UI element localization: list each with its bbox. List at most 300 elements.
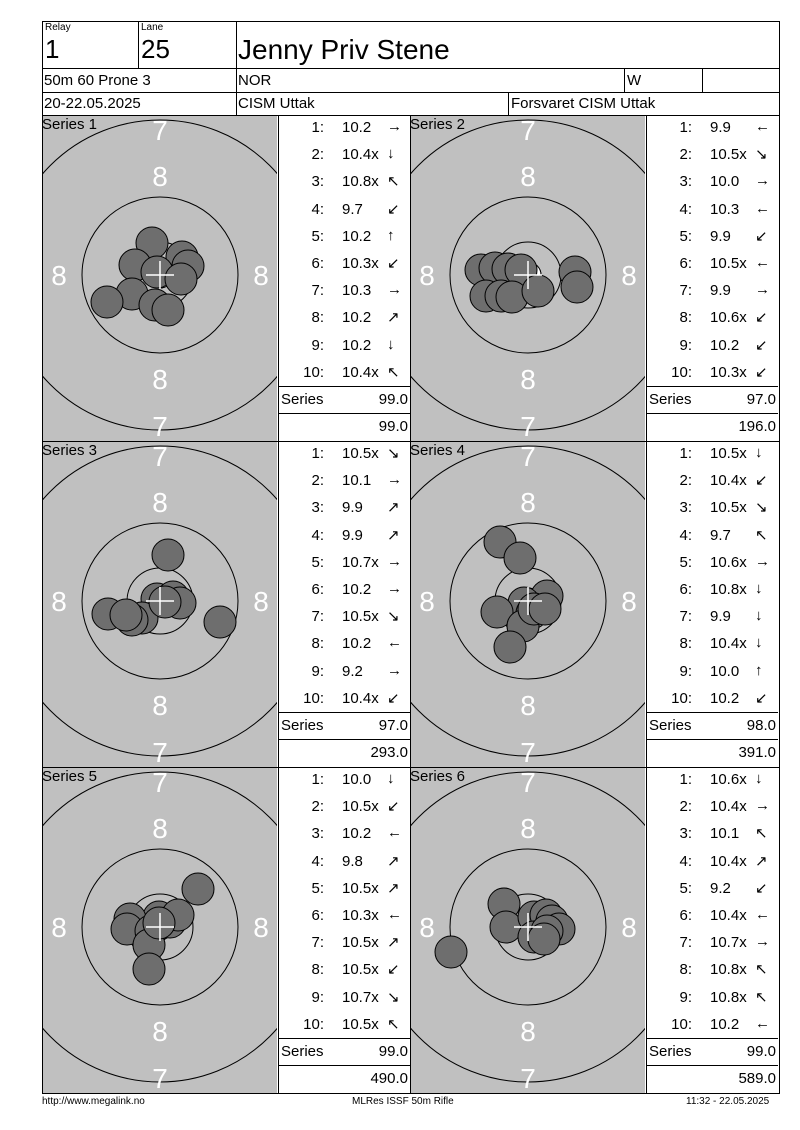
shot-number: 6: xyxy=(311,255,324,272)
shot-number: 1: xyxy=(679,771,692,788)
shot-direction-arrow: ↘ xyxy=(387,988,400,1006)
shot-direction-arrow: ↙ xyxy=(755,336,768,354)
series-total: 99.0 xyxy=(746,1043,776,1060)
shot-impact xyxy=(149,586,181,618)
divider xyxy=(624,68,625,92)
shot-direction-arrow: ↙ xyxy=(755,689,768,707)
shot-impact xyxy=(561,271,593,303)
shot-direction-arrow: ↖ xyxy=(387,363,400,381)
shot-number: 8: xyxy=(311,961,324,979)
series-total: 97.0 xyxy=(746,391,776,408)
shot-impact xyxy=(494,631,526,663)
shot-direction-arrow: ↖ xyxy=(755,988,768,1006)
shot-direction-arrow: ↙ xyxy=(755,879,768,897)
ring-label-8: 8 xyxy=(520,690,536,721)
shot-score: 10.4x xyxy=(710,907,747,924)
shot-impact xyxy=(110,599,142,631)
shot-direction-arrow: ↑ xyxy=(387,226,395,244)
shot-score: 10.6x xyxy=(710,309,747,327)
divider xyxy=(646,115,647,1094)
divider xyxy=(278,1038,410,1039)
shot-impact xyxy=(529,593,561,625)
shot-direction-arrow: ↘ xyxy=(387,445,400,462)
shot-score: 10.5x xyxy=(342,1015,379,1033)
shot-score: 10.3 xyxy=(710,200,740,218)
shot-score: 10.3x xyxy=(342,907,379,924)
shot-number: 5: xyxy=(311,227,324,245)
divider xyxy=(278,386,410,387)
shot-score: 10.2 xyxy=(342,309,372,327)
shot-number: 8: xyxy=(679,309,692,327)
shot-number: 4: xyxy=(679,526,692,544)
shot-number: 2: xyxy=(679,146,692,164)
series-title: Series 1 xyxy=(42,116,98,133)
shot-impact xyxy=(152,294,184,326)
shot-number: 8: xyxy=(679,635,692,653)
shot-number: 4: xyxy=(311,852,324,870)
series-title: Series 6 xyxy=(410,768,466,785)
shot-number: 6: xyxy=(679,907,692,924)
shot-score: 10.7x xyxy=(710,934,747,952)
ring-label-8: 8 xyxy=(621,586,637,617)
shot-direction-arrow: ↑ xyxy=(755,661,763,679)
shot-score: 10.1 xyxy=(710,825,740,843)
shot-impact xyxy=(522,275,554,307)
shot-score: 9.7 xyxy=(710,526,731,544)
shot-score: 9.2 xyxy=(342,662,363,680)
shot-score: 9.9 xyxy=(342,499,363,517)
shot-number: 8: xyxy=(311,635,324,653)
shot-impact xyxy=(152,539,184,571)
shot-direction-arrow: ← xyxy=(755,118,770,135)
shot-direction-arrow: ↙ xyxy=(387,798,400,816)
shot-number: 2: xyxy=(679,472,692,490)
shot-number: 2: xyxy=(311,798,324,816)
ring-label-8: 8 xyxy=(51,586,67,617)
shot-direction-arrow: ↓ xyxy=(755,770,763,787)
shot-direction-arrow: ↙ xyxy=(387,255,400,272)
ring-label-7: 7 xyxy=(520,1063,536,1093)
shot-score: 10.4x xyxy=(342,689,379,707)
series-label: Series xyxy=(281,1043,324,1060)
shot-direction-arrow: → xyxy=(755,797,770,815)
ring-label-8: 8 xyxy=(621,912,637,943)
shot-score: 10.4x xyxy=(710,798,747,816)
shot-score: 10.3 xyxy=(342,282,372,300)
shot-direction-arrow: → xyxy=(387,118,402,135)
shot-direction-arrow: ↗ xyxy=(755,852,768,870)
series-title: Series 3 xyxy=(42,442,98,459)
ring-label-7: 7 xyxy=(152,1063,168,1093)
shot-score: 9.9 xyxy=(710,282,731,300)
ring-label-7: 7 xyxy=(520,768,536,798)
dates: 20-22.05.2025 xyxy=(44,95,141,112)
shot-number: 1: xyxy=(311,445,324,462)
divider xyxy=(278,1065,410,1066)
ring-label-8: 8 xyxy=(621,260,637,291)
target-3 xyxy=(43,442,278,768)
divider xyxy=(278,115,279,1094)
target-face xyxy=(43,768,277,1093)
shot-score: 9.9 xyxy=(710,608,731,626)
shot-number: 4: xyxy=(311,526,324,544)
shot-direction-arrow: ↙ xyxy=(387,961,400,979)
shot-score: 9.9 xyxy=(710,119,731,136)
shot-score: 10.4x xyxy=(342,363,379,381)
shot-direction-arrow: ↗ xyxy=(387,526,400,544)
shot-number: 6: xyxy=(311,907,324,924)
shot-direction-arrow: ↗ xyxy=(387,309,400,327)
target-1 xyxy=(43,116,278,442)
divider xyxy=(138,21,139,68)
shot-number: 9: xyxy=(679,988,692,1006)
shot-number: 2: xyxy=(311,146,324,164)
divider xyxy=(702,68,703,92)
target-2 xyxy=(411,116,646,442)
shot-score: 10.2 xyxy=(342,227,372,245)
shot-direction-arrow: ↗ xyxy=(387,879,400,897)
athlete-name: Jenny Priv Stene xyxy=(238,34,450,65)
shot-number: 10: xyxy=(671,1015,692,1033)
ring-label-8: 8 xyxy=(152,364,168,395)
series-total: 98.0 xyxy=(746,717,776,734)
shot-number: 6: xyxy=(679,255,692,272)
shot-impact xyxy=(435,936,467,968)
shot-direction-arrow: ← xyxy=(755,906,770,923)
shot-score: 9.9 xyxy=(710,227,731,245)
shot-direction-arrow: ↓ xyxy=(387,770,395,787)
shot-score: 10.5x xyxy=(710,255,747,272)
cumulative-total: 196.0 xyxy=(738,418,776,435)
series-label: Series xyxy=(281,717,324,734)
shot-direction-arrow: ← xyxy=(387,824,402,842)
shot-direction-arrow: ↙ xyxy=(755,363,768,381)
target-face xyxy=(411,442,645,767)
nation: NOR xyxy=(238,72,272,89)
series-label: Series xyxy=(649,391,692,408)
divider xyxy=(646,739,778,740)
divider xyxy=(646,712,778,713)
shot-direction-arrow: ↙ xyxy=(755,227,768,245)
shot-number: 2: xyxy=(679,798,692,816)
ring-label-8: 8 xyxy=(51,260,67,291)
shot-score: 9.8 xyxy=(342,852,363,870)
shot-number: 3: xyxy=(311,825,324,843)
shot-impact xyxy=(143,907,175,939)
ring-label-8: 8 xyxy=(152,813,168,844)
shot-number: 1: xyxy=(679,119,692,136)
cumulative-total: 490.0 xyxy=(370,1070,408,1087)
ring-label-8: 8 xyxy=(253,260,269,291)
shot-score: 10.0 xyxy=(710,662,740,680)
divider xyxy=(278,413,410,414)
shot-number: 9: xyxy=(311,662,324,680)
shot-number: 4: xyxy=(311,200,324,218)
ring-label-8: 8 xyxy=(419,260,435,291)
shot-score: 10.7x xyxy=(342,553,379,571)
shot-impact xyxy=(528,923,560,955)
target-4 xyxy=(411,442,646,768)
shot-score: 10.5x xyxy=(710,499,747,517)
ring-label-7: 7 xyxy=(520,442,536,472)
shot-direction-arrow: → xyxy=(755,552,770,570)
ring-label-7: 7 xyxy=(152,768,168,798)
shot-score: 10.5x xyxy=(710,146,747,164)
shot-number: 9: xyxy=(679,336,692,354)
shot-number: 3: xyxy=(679,499,692,517)
shot-direction-arrow: ↙ xyxy=(755,309,768,327)
series-total: 97.0 xyxy=(378,717,408,734)
cumulative-total: 293.0 xyxy=(370,744,408,761)
shot-direction-arrow: ↓ xyxy=(755,634,763,652)
shot-direction-arrow: ↓ xyxy=(755,580,763,597)
shot-direction-arrow: ↘ xyxy=(755,146,768,164)
shot-score: 10.2 xyxy=(342,635,372,653)
shot-score: 10.2 xyxy=(342,825,372,843)
shot-score: 10.5x xyxy=(342,445,379,462)
shot-direction-arrow: ↙ xyxy=(755,472,768,490)
divider xyxy=(646,1038,778,1039)
shot-number: 10: xyxy=(303,689,324,707)
shot-number: 8: xyxy=(311,309,324,327)
shot-score: 10.4x xyxy=(710,852,747,870)
ring-label-8: 8 xyxy=(520,487,536,518)
shot-number: 10: xyxy=(671,363,692,381)
shot-score: 10.6x xyxy=(710,771,747,788)
shot-direction-arrow: ↓ xyxy=(387,335,395,353)
shot-score: 10.4x xyxy=(342,146,379,164)
shot-score: 10.4x xyxy=(710,472,747,490)
shot-score: 10.3x xyxy=(710,363,747,381)
divider xyxy=(42,68,780,69)
shot-direction-arrow: → xyxy=(755,933,770,951)
shot-direction-arrow: → xyxy=(755,172,770,190)
shot-direction-arrow: ↗ xyxy=(387,499,400,517)
ring-label-8: 8 xyxy=(253,586,269,617)
shot-score: 10.5x xyxy=(342,934,379,952)
ring-label-7: 7 xyxy=(152,442,168,472)
ring-label-7: 7 xyxy=(520,116,536,146)
shot-score: 10.8x xyxy=(710,988,747,1006)
shot-number: 5: xyxy=(311,879,324,897)
ring-label-8: 8 xyxy=(51,912,67,943)
shot-number: 9: xyxy=(311,988,324,1006)
shot-direction-arrow: ↗ xyxy=(387,934,400,952)
divider xyxy=(236,21,237,115)
shot-number: 3: xyxy=(311,173,324,191)
ring-label-8: 8 xyxy=(520,364,536,395)
shot-impact xyxy=(504,542,536,574)
ring-label-7: 7 xyxy=(520,411,536,441)
shot-score: 9.2 xyxy=(710,879,731,897)
series-label: Series xyxy=(649,717,692,734)
shot-direction-arrow: ↖ xyxy=(755,526,768,544)
shot-number: 1: xyxy=(311,771,324,788)
shot-score: 9.9 xyxy=(342,526,363,544)
ring-label-8: 8 xyxy=(152,690,168,721)
shot-number: 5: xyxy=(679,879,692,897)
shot-score: 10.0 xyxy=(342,771,372,788)
cumulative-total: 99.0 xyxy=(378,418,408,435)
shot-number: 5: xyxy=(311,553,324,571)
divider xyxy=(278,712,410,713)
shot-number: 4: xyxy=(679,852,692,870)
divider xyxy=(278,739,410,740)
lane-number: 25 xyxy=(141,34,170,64)
series-title: Series 5 xyxy=(42,768,98,785)
ring-label-8: 8 xyxy=(152,1016,168,1047)
shot-number: 6: xyxy=(679,581,692,598)
shot-direction-arrow: → xyxy=(387,661,402,679)
relay-label: Relay xyxy=(45,22,71,33)
ring-label-8: 8 xyxy=(520,813,536,844)
target-6 xyxy=(411,768,646,1094)
ring-label-7: 7 xyxy=(152,411,168,441)
footer-software: MLRes ISSF 50m Rifle xyxy=(352,1096,454,1107)
ring-label-8: 8 xyxy=(152,487,168,518)
shot-number: 7: xyxy=(679,282,692,300)
ring-label-8: 8 xyxy=(152,161,168,192)
shot-number: 5: xyxy=(679,553,692,571)
shot-score: 10.5x xyxy=(342,961,379,979)
club: Forsvaret CISM Uttak xyxy=(511,95,656,112)
shot-number: 7: xyxy=(311,608,324,626)
cumulative-total: 391.0 xyxy=(738,744,776,761)
shot-number: 7: xyxy=(679,934,692,952)
shot-number: 2: xyxy=(311,472,324,490)
series-label: Series xyxy=(281,391,324,408)
shot-direction-arrow: ↓ xyxy=(387,145,395,163)
footer-timestamp: 11:32 - 22.05.2025 xyxy=(686,1096,770,1107)
shot-score: 10.0 xyxy=(710,173,740,191)
shot-score: 10.2 xyxy=(710,1015,740,1033)
divider xyxy=(646,1065,778,1066)
shot-direction-arrow: → xyxy=(387,552,402,570)
shot-impact xyxy=(165,263,197,295)
cumulative-total: 589.0 xyxy=(738,1070,776,1087)
shot-number: 4: xyxy=(679,200,692,218)
divider xyxy=(646,413,778,414)
shot-number: 1: xyxy=(679,445,692,462)
ring-label-7: 7 xyxy=(152,737,168,767)
ring-label-8: 8 xyxy=(419,912,435,943)
shot-impact xyxy=(182,873,214,905)
shot-number: 7: xyxy=(311,934,324,952)
shot-score: 9.7 xyxy=(342,200,363,218)
shot-score: 10.5x xyxy=(342,879,379,897)
shot-direction-arrow: ↖ xyxy=(755,825,768,843)
shot-score: 10.7x xyxy=(342,988,379,1006)
series-label: Series xyxy=(649,1043,692,1060)
shot-direction-arrow: ↖ xyxy=(387,1015,400,1033)
shot-score: 10.1 xyxy=(342,472,372,490)
shot-direction-arrow: ← xyxy=(755,254,770,271)
ring-label-8: 8 xyxy=(253,912,269,943)
divider xyxy=(42,92,780,93)
series-title: Series 4 xyxy=(410,442,466,459)
shot-direction-arrow: ↓ xyxy=(755,607,763,625)
shot-direction-arrow: → xyxy=(387,471,402,489)
ring-label-8: 8 xyxy=(520,1016,536,1047)
shot-direction-arrow: ← xyxy=(755,199,770,217)
shot-direction-arrow: → xyxy=(387,281,402,299)
shot-number: 6: xyxy=(311,581,324,598)
shot-score: 10.2 xyxy=(710,689,740,707)
footer-url: http://www.megalink.no xyxy=(42,1096,145,1107)
shot-direction-arrow: ← xyxy=(755,1014,770,1032)
shot-number: 9: xyxy=(679,662,692,680)
shot-direction-arrow: → xyxy=(755,281,770,299)
series-total: 99.0 xyxy=(378,1043,408,1060)
shot-number: 3: xyxy=(679,173,692,191)
shot-score: 10.5x xyxy=(342,608,379,626)
shot-score: 10.2 xyxy=(342,119,372,136)
target-face xyxy=(411,116,645,441)
shot-impact xyxy=(133,953,165,985)
shot-direction-arrow: ↙ xyxy=(387,200,400,218)
shot-score: 10.2 xyxy=(710,336,740,354)
shot-direction-arrow: ↗ xyxy=(387,852,400,870)
shot-number: 10: xyxy=(303,1015,324,1033)
shot-direction-arrow: → xyxy=(387,580,402,597)
competition: CISM Uttak xyxy=(238,95,315,112)
shot-score: 10.8x xyxy=(342,173,379,191)
shot-score: 10.5x xyxy=(342,798,379,816)
series-total: 99.0 xyxy=(378,391,408,408)
shot-score: 10.3x xyxy=(342,255,379,272)
shot-number: 7: xyxy=(679,608,692,626)
divider xyxy=(508,92,509,115)
shot-score: 10.6x xyxy=(710,553,747,571)
shot-direction-arrow: ← xyxy=(387,634,402,652)
shot-number: 7: xyxy=(311,282,324,300)
ring-label-8: 8 xyxy=(419,586,435,617)
shot-score: 10.5x xyxy=(710,445,747,462)
ring-label-7: 7 xyxy=(520,737,536,767)
divider xyxy=(646,386,778,387)
ring-label-7: 7 xyxy=(152,116,168,146)
shot-number: 10: xyxy=(303,363,324,381)
shot-number: 8: xyxy=(679,961,692,979)
target-face xyxy=(43,442,277,767)
target-face xyxy=(411,768,645,1093)
shot-impact xyxy=(91,286,123,318)
relay-number: 1 xyxy=(45,34,60,64)
shot-number: 3: xyxy=(311,499,324,517)
shot-direction-arrow: ↘ xyxy=(387,608,400,626)
shot-impact xyxy=(204,606,236,638)
shot-number: 3: xyxy=(679,825,692,843)
shot-direction-arrow: ↙ xyxy=(387,689,400,707)
gender: W xyxy=(627,72,642,89)
shot-number: 9: xyxy=(311,336,324,354)
shot-direction-arrow: ↖ xyxy=(755,961,768,979)
shot-direction-arrow: ↘ xyxy=(755,499,768,517)
target-face xyxy=(43,116,277,441)
shot-direction-arrow: ↓ xyxy=(755,444,763,461)
shot-score: 10.8x xyxy=(710,961,747,979)
shot-number: 1: xyxy=(311,119,324,136)
lane-label: Lane xyxy=(141,22,164,33)
shot-direction-arrow: ← xyxy=(387,906,402,923)
shot-score: 10.2 xyxy=(342,581,372,598)
shot-score: 10.4x xyxy=(710,635,747,653)
shot-number: 5: xyxy=(679,227,692,245)
ring-label-8: 8 xyxy=(520,161,536,192)
shot-score: 10.2 xyxy=(342,336,372,354)
event-name: 50m 60 Prone 3 xyxy=(44,72,151,89)
series-title: Series 2 xyxy=(410,116,466,133)
